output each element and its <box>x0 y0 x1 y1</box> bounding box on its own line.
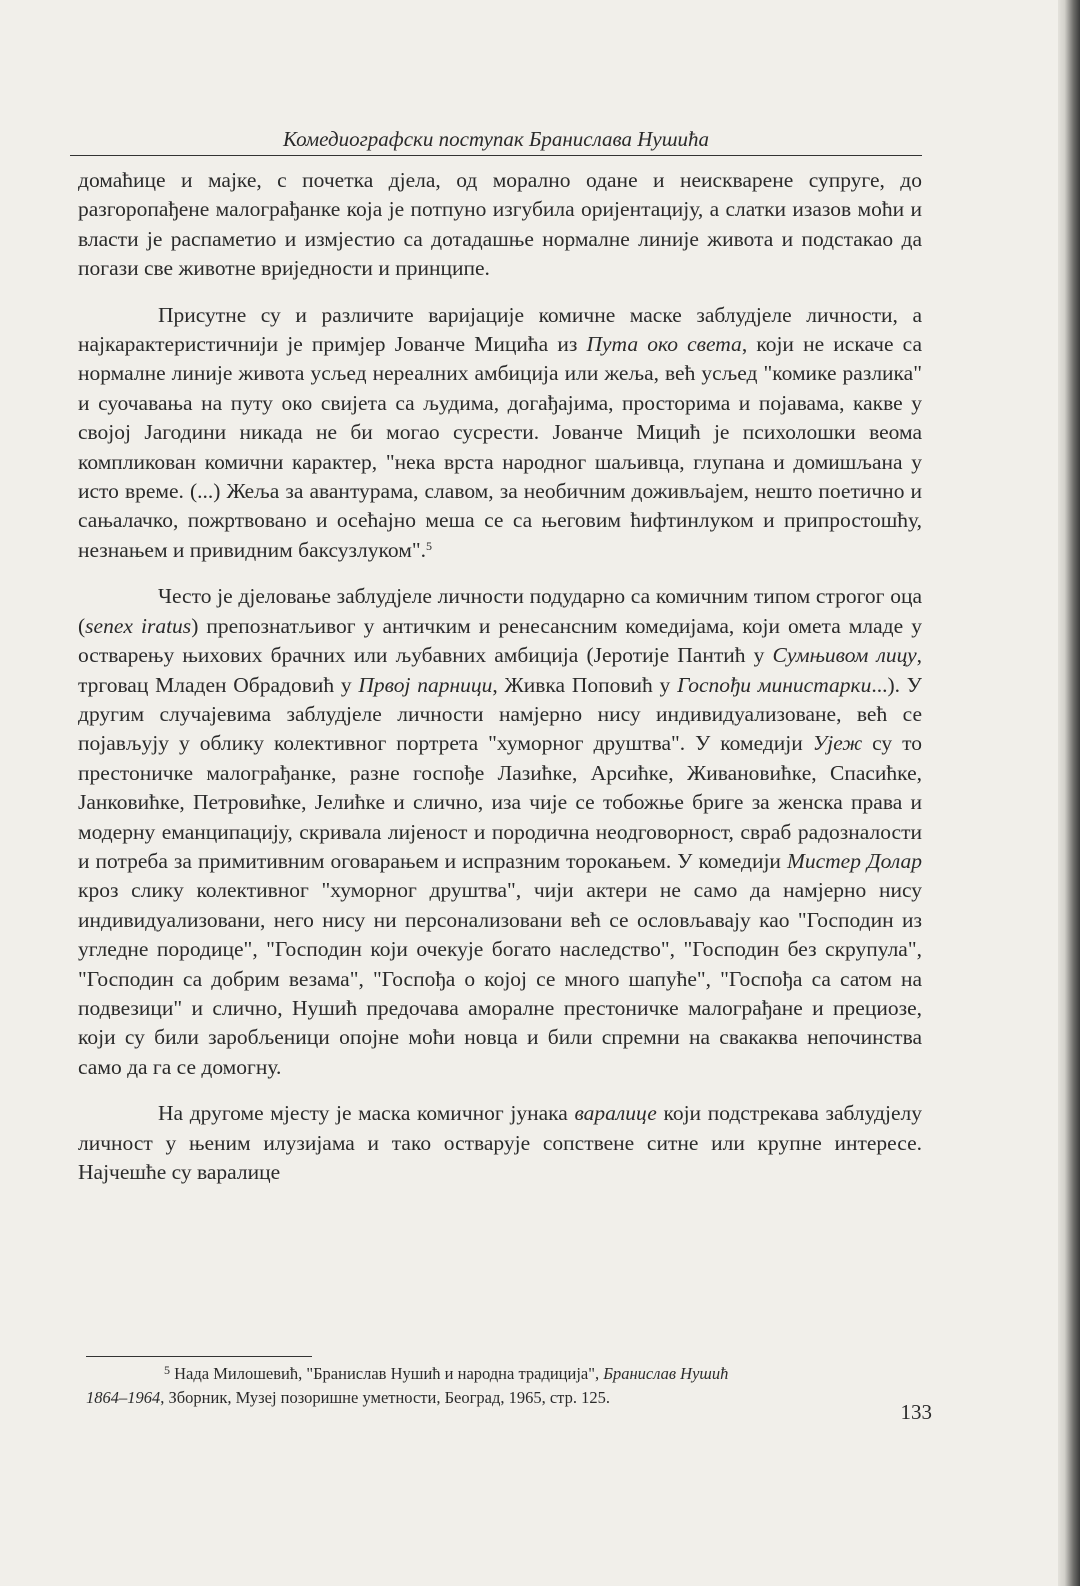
paragraph-1: домаћице и мајке, с почетка дјела, од морално одане и неискварене супруге, до разгоропађене малограђанке која је потпуно изгубила оријентацију, а слатки изазов моћи и власти је распаметио и измјестио са дотадашње нормалне линије живота и подстакао да погази све животне вриједности и принципе. <box>78 168 922 281</box>
header-rule <box>70 155 922 156</box>
paragraph-4-text-1: На другоме мјесту је маска комичног јунака <box>158 1101 575 1126</box>
paragraph-3 <box>78 582 922 1082</box>
paragraph-3-text-5: ...). У другим случајевима заблудјеле личности намјерно нису индивидуализоване, већ се појављују у облику колективног портрета "хуморног друштва". У комедији <box>78 672 922 756</box>
paragraph-3-text-7: кроз слику колективног "хуморног друштва", чији актери не само да намјерно нису индивидуализовани, него нису ни персонализовани већ се ословљавају као "Господин из угледне породице", "Господин који очекује богато наследство", "Господин без скрупула", "Господин са добрим везама", "Госпођа о којој се много шапуће", "Госпођа са сатом на подвезици" и слично, Нушић предочава аморалне престоничке малограђане и прециозе, који су били заробљеници опојне моћи новца и били спремни на свакаква непочинства само да га се домогну. <box>78 878 922 1079</box>
paragraph-3-text-6: су то престоничке малограђанке, разне госпође Лазићке, Арсићке, Живановићке, Спасићке, Јанковићке, Петровићке, Јелићке и слично, иза чије се тобожње бриге за женска права и модерну еманципацију, скривала лијеност и породична неодговорност, свраб радозналости и потреба за примитивним оговарањем и испразним торокањем. У комедији <box>78 731 923 873</box>
paragraph-3-text-4: , Живка Поповић у <box>492 672 678 697</box>
title-sumnjivo-lice: Сумњивом лицу <box>772 643 917 668</box>
footnote-rule <box>86 1356 312 1357</box>
paragraph-3-text-2: ) препознатљивог у античким и ренесансним комедијама, који омета младе у остварењу њихових брачних или љубавних амбиција (Јеротије Пантић у <box>78 613 922 668</box>
page-edge-shadow <box>1058 0 1080 1586</box>
paragraph-3-text-1: Често је дјеловање заблудјеле личности подударно са комичним типом строгог оца ( <box>78 584 922 638</box>
paragraph-2-text-2: , који не искаче са нормалне линије живота усљед нереалних амбиција или жеља, већ усљед "комике разлика" и суочавања на путу око свијета са људима, догађајима, просторима и појавама, какве у својој Јагодини никада не би могао сусрести. Јованче Мицић је психолошки веома компликован комични карактер, "нека врста народног шаљивца, глупана и домишљана у исто време. (...) Жеља за авантурама, славом, за необичним доживљајем, нешто поетично и сањалачко, пожртвовано и осећајно меша се са његовим ћифтинлуком и припростошћу, незнањем и привидним баксузлуком". <box>78 332 922 562</box>
body-text <box>78 166 922 1187</box>
paragraph-4 <box>78 1099 922 1187</box>
running-head: Комедиографски поступак Бранислава Нушића <box>282 127 710 151</box>
footnote-reference[interactable]: 5 <box>425 538 432 553</box>
paragraph-3-text-3: , трговац Младен Обрадовић у <box>78 643 922 697</box>
title-prva-parnica: Првој парници <box>358 672 493 697</box>
footnote-text-2: , Зборник, Музеј позоришне уметности, Београд, 1965, стр. 125. <box>160 1388 610 1407</box>
title-mister-dolar: Мистер Долар <box>786 848 922 873</box>
title-ujez: Ујеж <box>812 731 863 756</box>
term-senex-iratus: senex iratus <box>85 613 192 638</box>
footnote <box>86 1362 766 1410</box>
page-number: 133 <box>900 1400 932 1424</box>
footnote-text-1: Нада Милошевић, "Бранислав Нушић и народна традиција", <box>170 1364 604 1383</box>
title-gospodja-ministarka: Госпођи министарки <box>677 672 872 697</box>
term-varalica: варалице <box>574 1101 657 1126</box>
paragraph-4-text-2: који подстрекава заблудјелу личност у њеним илузијама и тако остварује сопствене ситне или крупне интересе. Најчешће су варалице <box>78 1101 922 1184</box>
footnote-number: 5 <box>164 1363 170 1377</box>
footnote-book-title: Бранислав Нушић 1864–1964 <box>86 1364 729 1407</box>
paragraph-2 <box>78 301 922 566</box>
title-puta-oko-sveta: Пута око света <box>586 332 742 357</box>
paragraph-2-text-1: Присутне су и различите варијације комичне маске заблудјеле личности, а најкарактеристичнији је примјер Јованче Мицића из <box>78 302 922 357</box>
